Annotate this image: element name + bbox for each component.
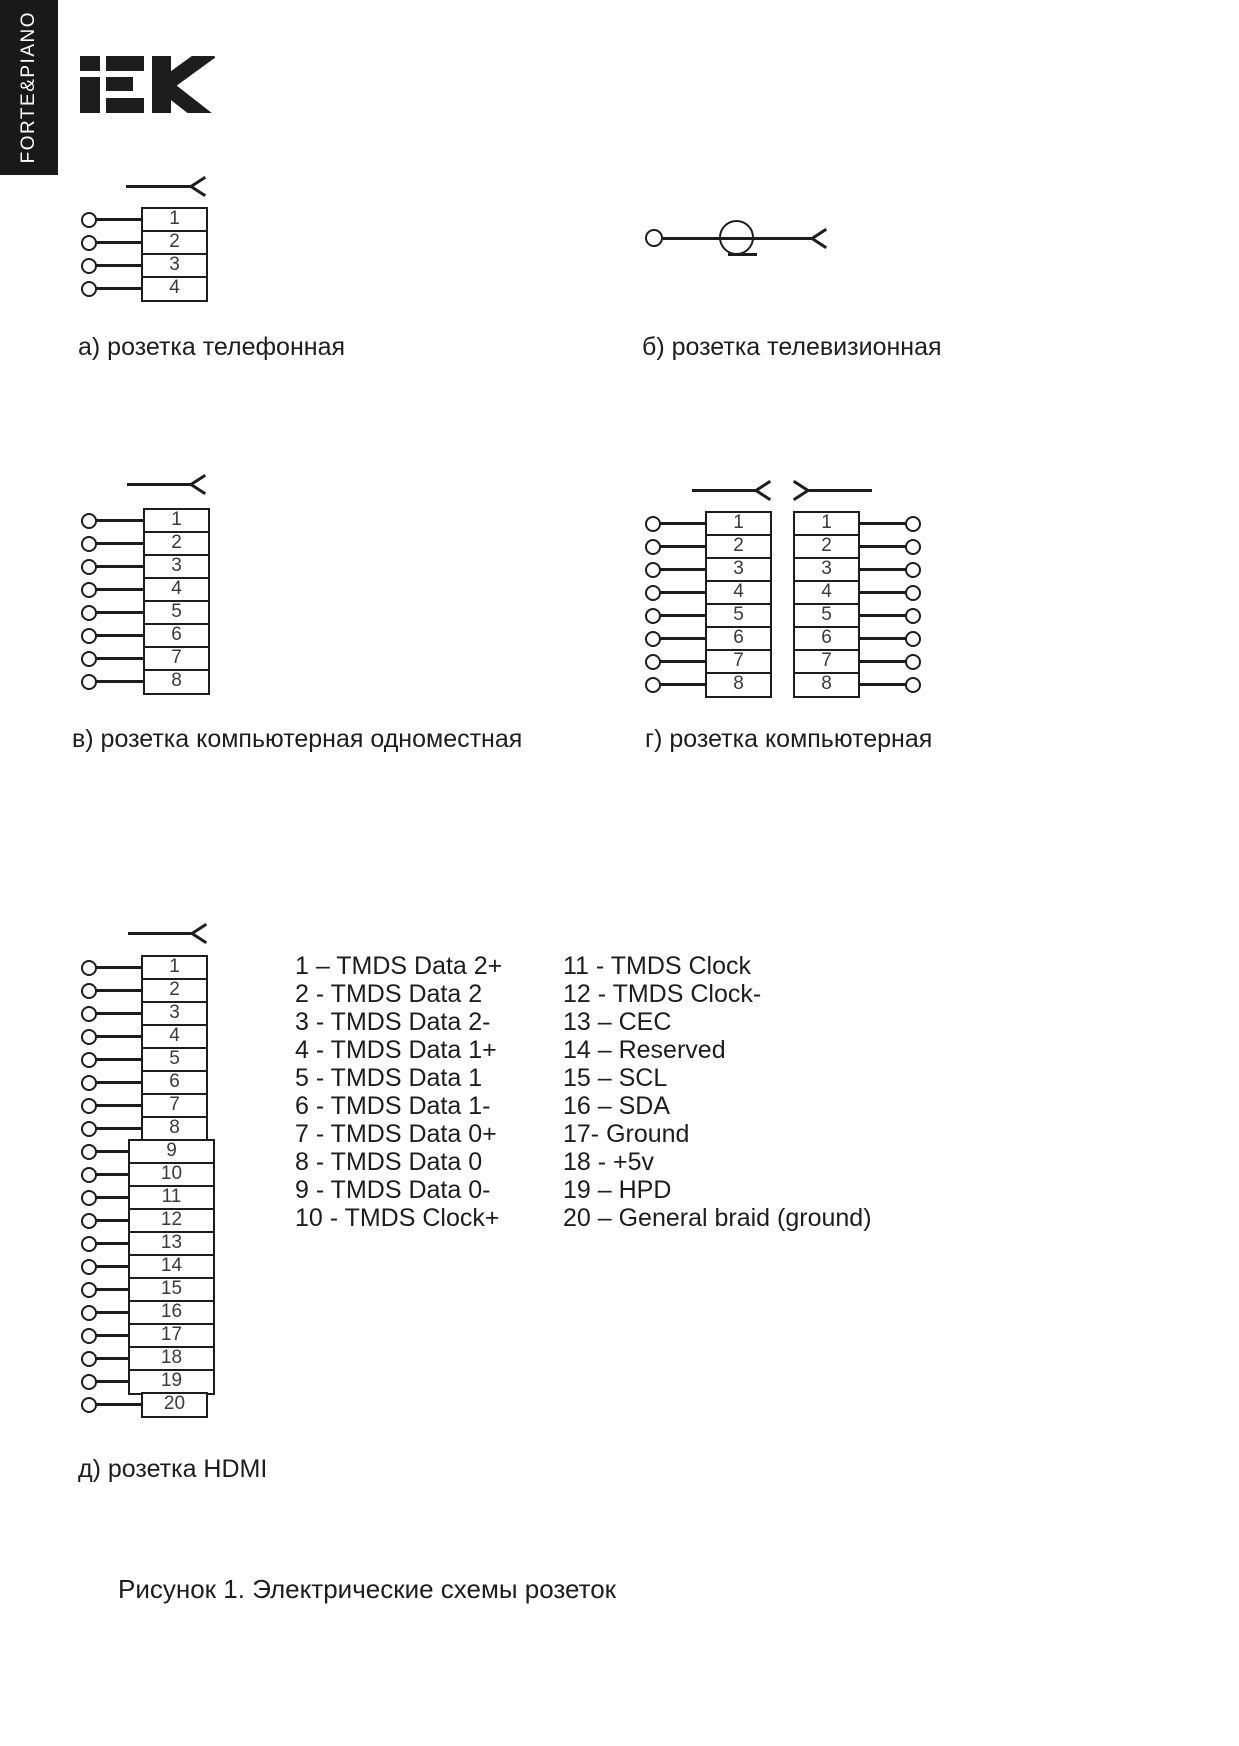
hdmi-legend-item: 11 - TMDS Clock [563, 952, 752, 980]
pin-terminal-icon [81, 1075, 97, 1091]
pin-cell: 4 [793, 580, 860, 606]
pin-wire [96, 966, 142, 969]
pin-wire [96, 1265, 129, 1268]
hdmi-legend-item: 17- Ground [563, 1120, 690, 1148]
figure-caption: Рисунок 1. Электрические схемы розеток [118, 1574, 617, 1604]
pin-terminal-icon [81, 1305, 97, 1321]
pin-terminal-icon [81, 1374, 97, 1390]
pin-cell: 8 [793, 672, 860, 698]
pin-cell: 3 [793, 557, 860, 583]
pin-wire [96, 1150, 129, 1153]
pin-terminal-icon [81, 1167, 97, 1183]
pin-terminal-icon [81, 1144, 97, 1160]
pin-terminal-icon [81, 651, 97, 667]
pin-wire [96, 565, 144, 568]
pin-cell: 6 [793, 626, 860, 652]
hdmi-legend-item: 19 – HPD [563, 1176, 672, 1204]
hdmi-legend-item: 5 - TMDS Data 1 [295, 1064, 483, 1092]
pin-wire [96, 1058, 142, 1061]
pin-terminal-icon [645, 585, 661, 601]
caption-computer-double-socket: г) розетка компьютерная [645, 725, 933, 753]
plug-fork-icon [793, 479, 809, 491]
plug-fork-icon [191, 932, 207, 944]
pin-terminal-icon [645, 539, 661, 555]
caption-telephone-socket: а) розетка телефонная [78, 333, 346, 361]
plug-lead-wire [808, 489, 872, 492]
pin-cell: 8 [705, 672, 772, 698]
hdmi-legend-item: 10 - TMDS Clock+ [295, 1204, 500, 1232]
pin-wire [96, 1357, 129, 1360]
pin-wire [859, 568, 906, 571]
pin-wire [859, 637, 906, 640]
hdmi-legend-item: 7 - TMDS Data 0+ [295, 1120, 497, 1148]
pin-wire [96, 542, 144, 545]
pin-wire [859, 522, 906, 525]
pin-wire [96, 1380, 129, 1383]
pin-terminal-icon [81, 628, 97, 644]
pin-terminal-icon [81, 281, 97, 297]
pin-cell: 2 [141, 230, 208, 256]
pin-wire [859, 591, 906, 594]
pin-terminal-icon [81, 513, 97, 529]
pin-terminal-icon [645, 562, 661, 578]
pin-wire [96, 1219, 129, 1222]
pin-terminal-icon [905, 677, 921, 693]
pin-cell: 3 [141, 253, 208, 279]
pin-wire [96, 519, 144, 522]
plug-fork-icon [190, 185, 206, 197]
pin-cell: 3 [141, 1001, 208, 1027]
pin-terminal-icon [905, 654, 921, 670]
pin-wire [859, 683, 906, 686]
pin-terminal-icon [81, 1052, 97, 1068]
pin-terminal-icon [645, 677, 661, 693]
hdmi-legend-right-column [563, 952, 872, 1232]
pin-terminal-icon [81, 1029, 97, 1045]
pin-cell: 7 [141, 1093, 208, 1119]
pin-wire [96, 218, 142, 221]
pin-cell: 20 [141, 1392, 208, 1418]
plug-lead-wire [126, 185, 191, 188]
hdmi-legend-item: 8 - TMDS Data 0 [295, 1148, 483, 1176]
pin-wire [96, 264, 142, 267]
pin-cell: 6 [141, 1070, 208, 1096]
pin-cell: 1 [141, 955, 208, 981]
hdmi-legend-item: 9 - TMDS Data 0- [295, 1176, 491, 1204]
pin-terminal-icon [81, 1397, 97, 1413]
pin-cell: 2 [143, 531, 210, 557]
pin-cell: 14 [128, 1254, 215, 1280]
hdmi-legend-item: 3 - TMDS Data 2- [295, 1008, 491, 1036]
tv-terminal-icon [645, 229, 663, 247]
brand-series-label: FORTE&PIANO [18, 11, 39, 164]
pin-terminal-icon [81, 235, 97, 251]
pin-terminal-icon [81, 1190, 97, 1206]
pin-cell: 7 [143, 646, 210, 672]
pin-cell: 6 [705, 626, 772, 652]
hdmi-legend-item: 20 – General braid (ground) [563, 1204, 872, 1232]
plug-lead-wire [692, 489, 756, 492]
pin-wire [96, 1311, 129, 1314]
tv-tap-symbol [719, 220, 754, 255]
pin-cell: 5 [793, 603, 860, 629]
pin-wire [859, 545, 906, 548]
pin-cell: 11 [128, 1185, 215, 1211]
pin-terminal-icon [81, 605, 97, 621]
pin-cell: 7 [705, 649, 772, 675]
pin-terminal-icon [645, 654, 661, 670]
tv-tap-tail [728, 253, 757, 256]
hdmi-legend-item: 13 – CEC [563, 1008, 672, 1036]
pin-cell: 2 [705, 534, 772, 560]
pin-wire [96, 1081, 142, 1084]
pin-cell: 8 [143, 669, 210, 695]
pin-cell: 3 [143, 554, 210, 580]
pin-terminal-icon [645, 631, 661, 647]
pin-terminal-icon [81, 1213, 97, 1229]
pin-cell: 9 [128, 1139, 215, 1165]
pin-cell: 16 [128, 1300, 215, 1326]
plug-fork-icon [811, 237, 827, 249]
pin-terminal-icon [905, 585, 921, 601]
pin-cell: 2 [141, 978, 208, 1004]
pin-wire [96, 1035, 142, 1038]
pin-cell: 10 [128, 1162, 215, 1188]
pin-terminal-icon [81, 1282, 97, 1298]
hdmi-legend-item: 12 - TMDS Clock- [563, 980, 762, 1008]
pin-terminal-icon [81, 1236, 97, 1252]
pin-cell: 19 [128, 1369, 215, 1395]
pin-terminal-icon [645, 516, 661, 532]
hdmi-legend-item: 16 – SDA [563, 1092, 671, 1120]
pin-cell: 2 [793, 534, 860, 560]
plug-lead-wire [127, 483, 191, 486]
pin-terminal-icon [905, 562, 921, 578]
pin-wire [859, 660, 906, 663]
pin-cell: 1 [143, 508, 210, 534]
plug-fork-icon [190, 483, 206, 495]
pin-cell: 4 [705, 580, 772, 606]
pin-cell: 8 [141, 1116, 208, 1142]
pin-wire [660, 522, 706, 525]
pin-cell: 4 [141, 276, 208, 302]
pin-wire [660, 614, 706, 617]
pin-terminal-icon [81, 582, 97, 598]
hdmi-legend-item: 4 - TMDS Data 1+ [295, 1036, 497, 1064]
pin-terminal-icon [81, 1259, 97, 1275]
pin-terminal-icon [81, 1351, 97, 1367]
pin-wire [96, 611, 144, 614]
hdmi-legend-item: 1 – TMDS Data 2+ [295, 952, 503, 980]
plug-fork-icon [755, 489, 771, 501]
pin-terminal-icon [81, 536, 97, 552]
pin-cell: 12 [128, 1208, 215, 1234]
pin-wire [660, 545, 706, 548]
pin-cell: 5 [141, 1047, 208, 1073]
pin-cell: 3 [705, 557, 772, 583]
pin-wire [96, 1403, 142, 1406]
pin-wire [96, 1173, 129, 1176]
pin-cell: 5 [705, 603, 772, 629]
pin-cell: 15 [128, 1277, 215, 1303]
pin-terminal-icon [81, 1098, 97, 1114]
caption-tv-socket: б) розетка телевизионная [642, 333, 942, 361]
pin-wire [96, 1104, 142, 1107]
pin-cell: 6 [143, 623, 210, 649]
hdmi-legend-item: 14 – Reserved [563, 1036, 726, 1064]
pin-wire [96, 287, 142, 290]
pin-wire [96, 1127, 142, 1130]
pin-cell: 1 [141, 207, 208, 233]
pin-terminal-icon [81, 258, 97, 274]
pin-cell: 13 [128, 1231, 215, 1257]
pin-terminal-icon [81, 983, 97, 999]
pin-terminal-icon [81, 559, 97, 575]
pin-terminal-icon [905, 608, 921, 624]
pin-wire [96, 634, 144, 637]
pin-wire [96, 657, 144, 660]
hdmi-legend-item: 6 - TMDS Data 1- [295, 1092, 491, 1120]
pin-terminal-icon [81, 960, 97, 976]
pin-wire [660, 683, 706, 686]
pin-wire [660, 591, 706, 594]
plug-lead-wire [128, 932, 192, 935]
caption-computer-single-socket: в) розетка компьютерная одноместная [72, 725, 523, 753]
pin-terminal-icon [905, 516, 921, 532]
hdmi-legend-item: 15 – SCL [563, 1064, 668, 1092]
pin-wire [859, 614, 906, 617]
pin-cell: 5 [143, 600, 210, 626]
pin-wire [96, 989, 142, 992]
hdmi-legend-item: 2 - TMDS Data 2 [295, 980, 483, 1008]
pin-wire [96, 1334, 129, 1337]
pin-wire [96, 241, 142, 244]
pin-cell: 4 [141, 1024, 208, 1050]
pin-cell: 4 [143, 577, 210, 603]
pin-wire [660, 568, 706, 571]
pin-terminal-icon [81, 1328, 97, 1344]
pin-cell: 18 [128, 1346, 215, 1372]
pin-wire [96, 1242, 129, 1245]
pin-wire [660, 660, 706, 663]
pin-wire [96, 680, 144, 683]
pin-wire [96, 588, 144, 591]
pin-terminal-icon [905, 539, 921, 555]
pin-wire [96, 1012, 142, 1015]
pin-cell: 17 [128, 1323, 215, 1349]
pin-terminal-icon [81, 1121, 97, 1137]
pin-cell: 1 [793, 511, 860, 537]
pin-terminal-icon [81, 1006, 97, 1022]
pin-cell: 1 [705, 511, 772, 537]
pin-terminal-icon [81, 212, 97, 228]
hdmi-legend-left-column [295, 952, 502, 1232]
pin-cell: 7 [793, 649, 860, 675]
pin-terminal-icon [81, 674, 97, 690]
caption-hdmi-socket: д) розетка HDMI [78, 1455, 268, 1483]
pin-terminal-icon [905, 631, 921, 647]
pin-wire [96, 1196, 129, 1199]
hdmi-legend-item: 18 - +5v [563, 1148, 655, 1176]
pin-wire [96, 1288, 129, 1291]
pin-terminal-icon [645, 608, 661, 624]
pin-wire [660, 637, 706, 640]
